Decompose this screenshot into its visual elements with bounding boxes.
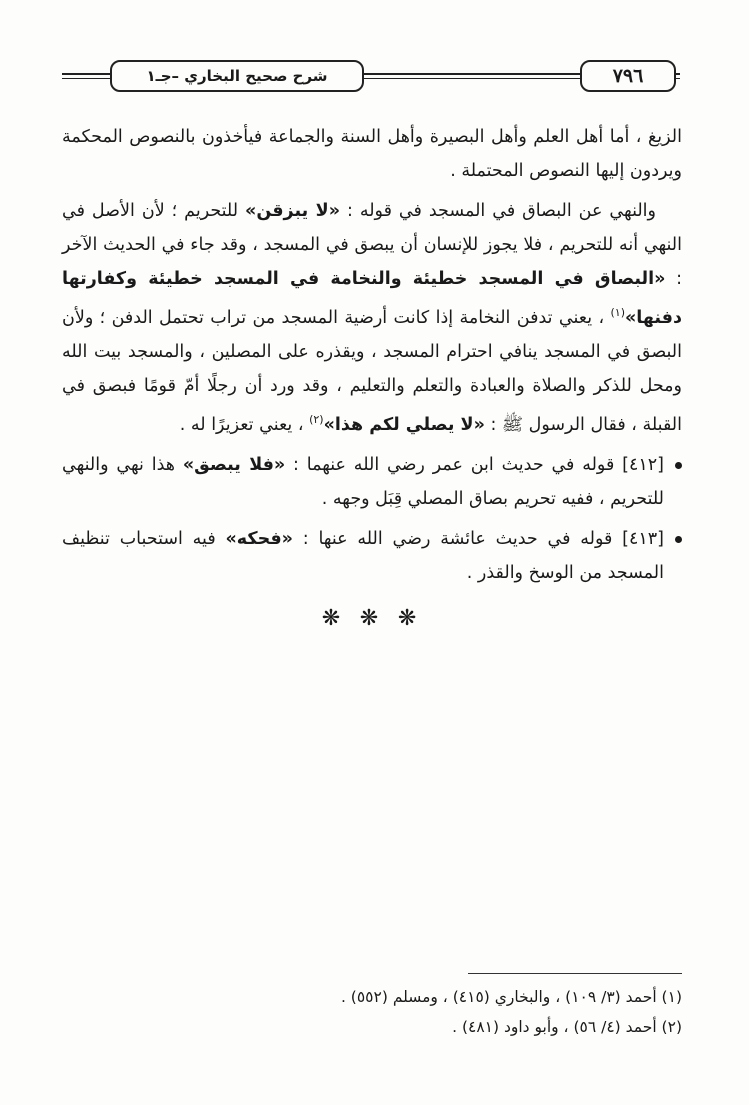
paragraph-text: فيه استحباب تنظيف المسجد من الوسخ والقذر . xyxy=(62,528,664,583)
bullet-dot-icon xyxy=(675,536,682,543)
hadith-quote: «فلا يبصق» xyxy=(182,454,286,475)
footnote-2: (٢) أحمد (٤/ ٥٦) ، وأبو داود (٤٨١) . xyxy=(452,1018,682,1036)
paragraph-text: ، يعني تعزيرًا له . xyxy=(179,414,310,435)
footnote-ref-2[interactable]: (٢) xyxy=(309,412,324,426)
hadith-quote: «لا يبزقن» xyxy=(245,201,340,221)
hadith-quote: «فحكه» xyxy=(225,528,293,549)
bullet-412 xyxy=(62,448,682,516)
bullet-dot-icon xyxy=(675,462,682,469)
paragraph-text: [٤١٢] قوله في حديث ابن عمر رضي الله عنهما : xyxy=(285,454,664,475)
footnotes xyxy=(62,982,682,1042)
book-title: شرح صحيح البخاري –جـ١ xyxy=(110,60,364,92)
paragraph-text: الزيغ ، أما أهل العلم وأهل البصيرة وأهل السنة والجماعة فيأخذون بالنصوص المحكمة ويردون إليها النصوص المحتملة . xyxy=(62,127,682,181)
page-number: ٧٩٦ xyxy=(580,60,676,92)
hadith-quote: «البصاق في المسجد خطيئة والنخامة في المسجد خطيئة وكفارتها دفنها» xyxy=(62,269,682,328)
footnote-ref-1[interactable]: (١) xyxy=(610,306,625,319)
bullet-413 xyxy=(62,522,682,590)
hadith-quote: «لا يصلي لكم هذا» xyxy=(323,414,485,435)
paragraph-text: ، يعني تدفن النخامة إذا كانت أرضية المسجد من تراب تحتمل الدفن ؛ ولأن البصق في المسجد ينافي احترام المسجد ، ويقذره على المصلين ، والمسجد بيت الله ومحل للذكر والصلاة والعبادة والتعلم والتعليم ، وقد ورد أن رجلًا أمّ قومًا فبصق في القبلة ، فقال الرسول ﷺ : xyxy=(62,307,682,435)
paragraph-text: للتحريم ؛ لأن الأصل في النهي أنه للتحريم ، فلا يجوز للإنسان أن يبصق في المسجد ، وقد جاء في الحديث الآخر : xyxy=(62,201,682,289)
footnote-1: (١) أحمد (٣/ ١٠٩) ، والبخاري (٤١٥) ، ومسلم (٥٥٢) . xyxy=(340,988,682,1006)
paragraph-2 xyxy=(62,194,682,442)
page-header xyxy=(62,58,680,94)
footnote-rule xyxy=(468,973,682,974)
paragraph-text: والنهي عن البصاق في المسجد في قوله : xyxy=(340,201,656,221)
paragraph-1 xyxy=(62,120,682,188)
section-separator: ❋ ❋ ❋ xyxy=(321,605,423,631)
main-text xyxy=(62,120,682,636)
paragraph-text: هذا نهي والنهي للتحريم ، ففيه تحريم بصاق المصلي قِبَل وجهه . xyxy=(62,454,664,509)
paragraph-text: [٤١٣] قوله في حديث عائشة رضي الله عنها : xyxy=(292,528,664,549)
